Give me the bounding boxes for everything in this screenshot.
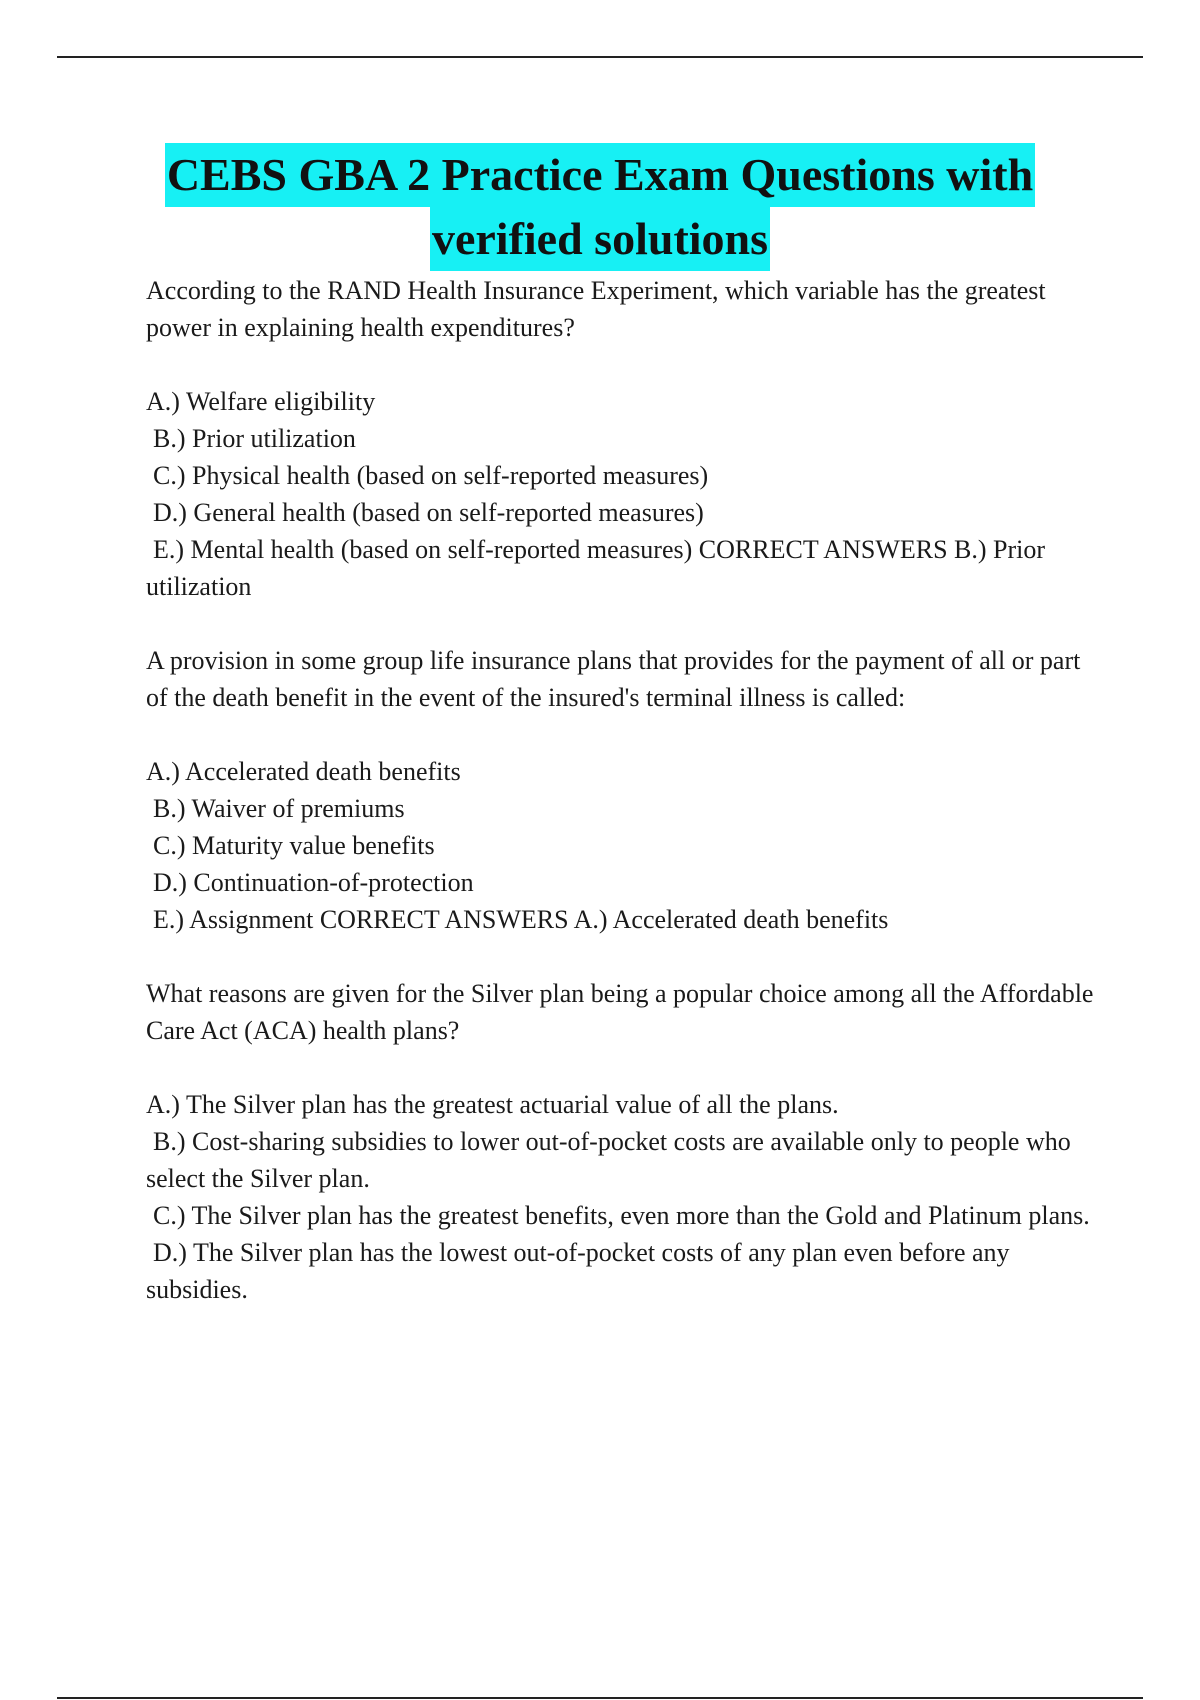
question-text: According to the RAND Health Insurance Experiment, which variable has the greatest power in explaining health expenditures? <box>146 276 1046 342</box>
option-item <box>146 901 1096 938</box>
options-list <box>146 1086 1096 1308</box>
correct-answer: CORRECT ANSWERS A.) Accelerated death benefits <box>319 905 889 934</box>
options-list <box>146 753 1096 938</box>
option-text: E.) Assignment <box>153 905 314 934</box>
top-rule <box>57 56 1143 58</box>
option-item: A.) Accelerated death benefits <box>146 757 461 786</box>
correct-answer: CORRECT ANSWERS B.) Prior utilization <box>146 535 1046 601</box>
bottom-rule <box>57 1697 1143 1699</box>
option-item: D.) The Silver plan has the lowest out-of-pocket costs of any plan even before any subsidies. <box>146 1238 1010 1304</box>
option-item: A.) Welfare eligibility <box>146 387 376 416</box>
question-text: A provision in some group life insurance plans that provides for the payment of all or part of the death benefit in the event of the insured's terminal illness is called: <box>146 646 1081 712</box>
document-title <box>0 143 1200 271</box>
question-text: What reasons are given for the Silver plan being a popular choice among all the Affordable Care Act (ACA) health plans? <box>146 979 1094 1045</box>
option-item <box>146 531 1096 605</box>
option-item: B.) Cost-sharing subsidies to lower out-of-pocket costs are available only to people who select the Silver plan. <box>146 1127 1071 1193</box>
option-item: C.) Physical health (based on self-reported measures) <box>153 461 709 490</box>
question-block <box>146 272 1096 605</box>
options-list <box>146 383 1096 605</box>
question-block <box>146 975 1096 1308</box>
question-block <box>146 642 1096 938</box>
document-body <box>146 272 1096 1345</box>
option-item: C.) The Silver plan has the greatest benefits, even more than the Gold and Platinum plans. <box>153 1201 1090 1230</box>
option-item: B.) Prior utilization <box>153 424 356 453</box>
option-item: D.) Continuation-of-protection <box>153 868 474 897</box>
option-item: D.) General health (based on self-reported measures) <box>153 498 704 527</box>
option-item: A.) The Silver plan has the greatest actuarial value of all the plans. <box>146 1090 839 1119</box>
option-item: C.) Maturity value benefits <box>153 831 435 860</box>
option-text: E.) Mental health (based on self-reported measures) <box>153 535 693 564</box>
option-item: B.) Waiver of premiums <box>153 794 405 823</box>
title-line-1: CEBS GBA 2 Practice Exam Questions with <box>165 143 1035 207</box>
title-line-2: verified solutions <box>430 207 770 271</box>
